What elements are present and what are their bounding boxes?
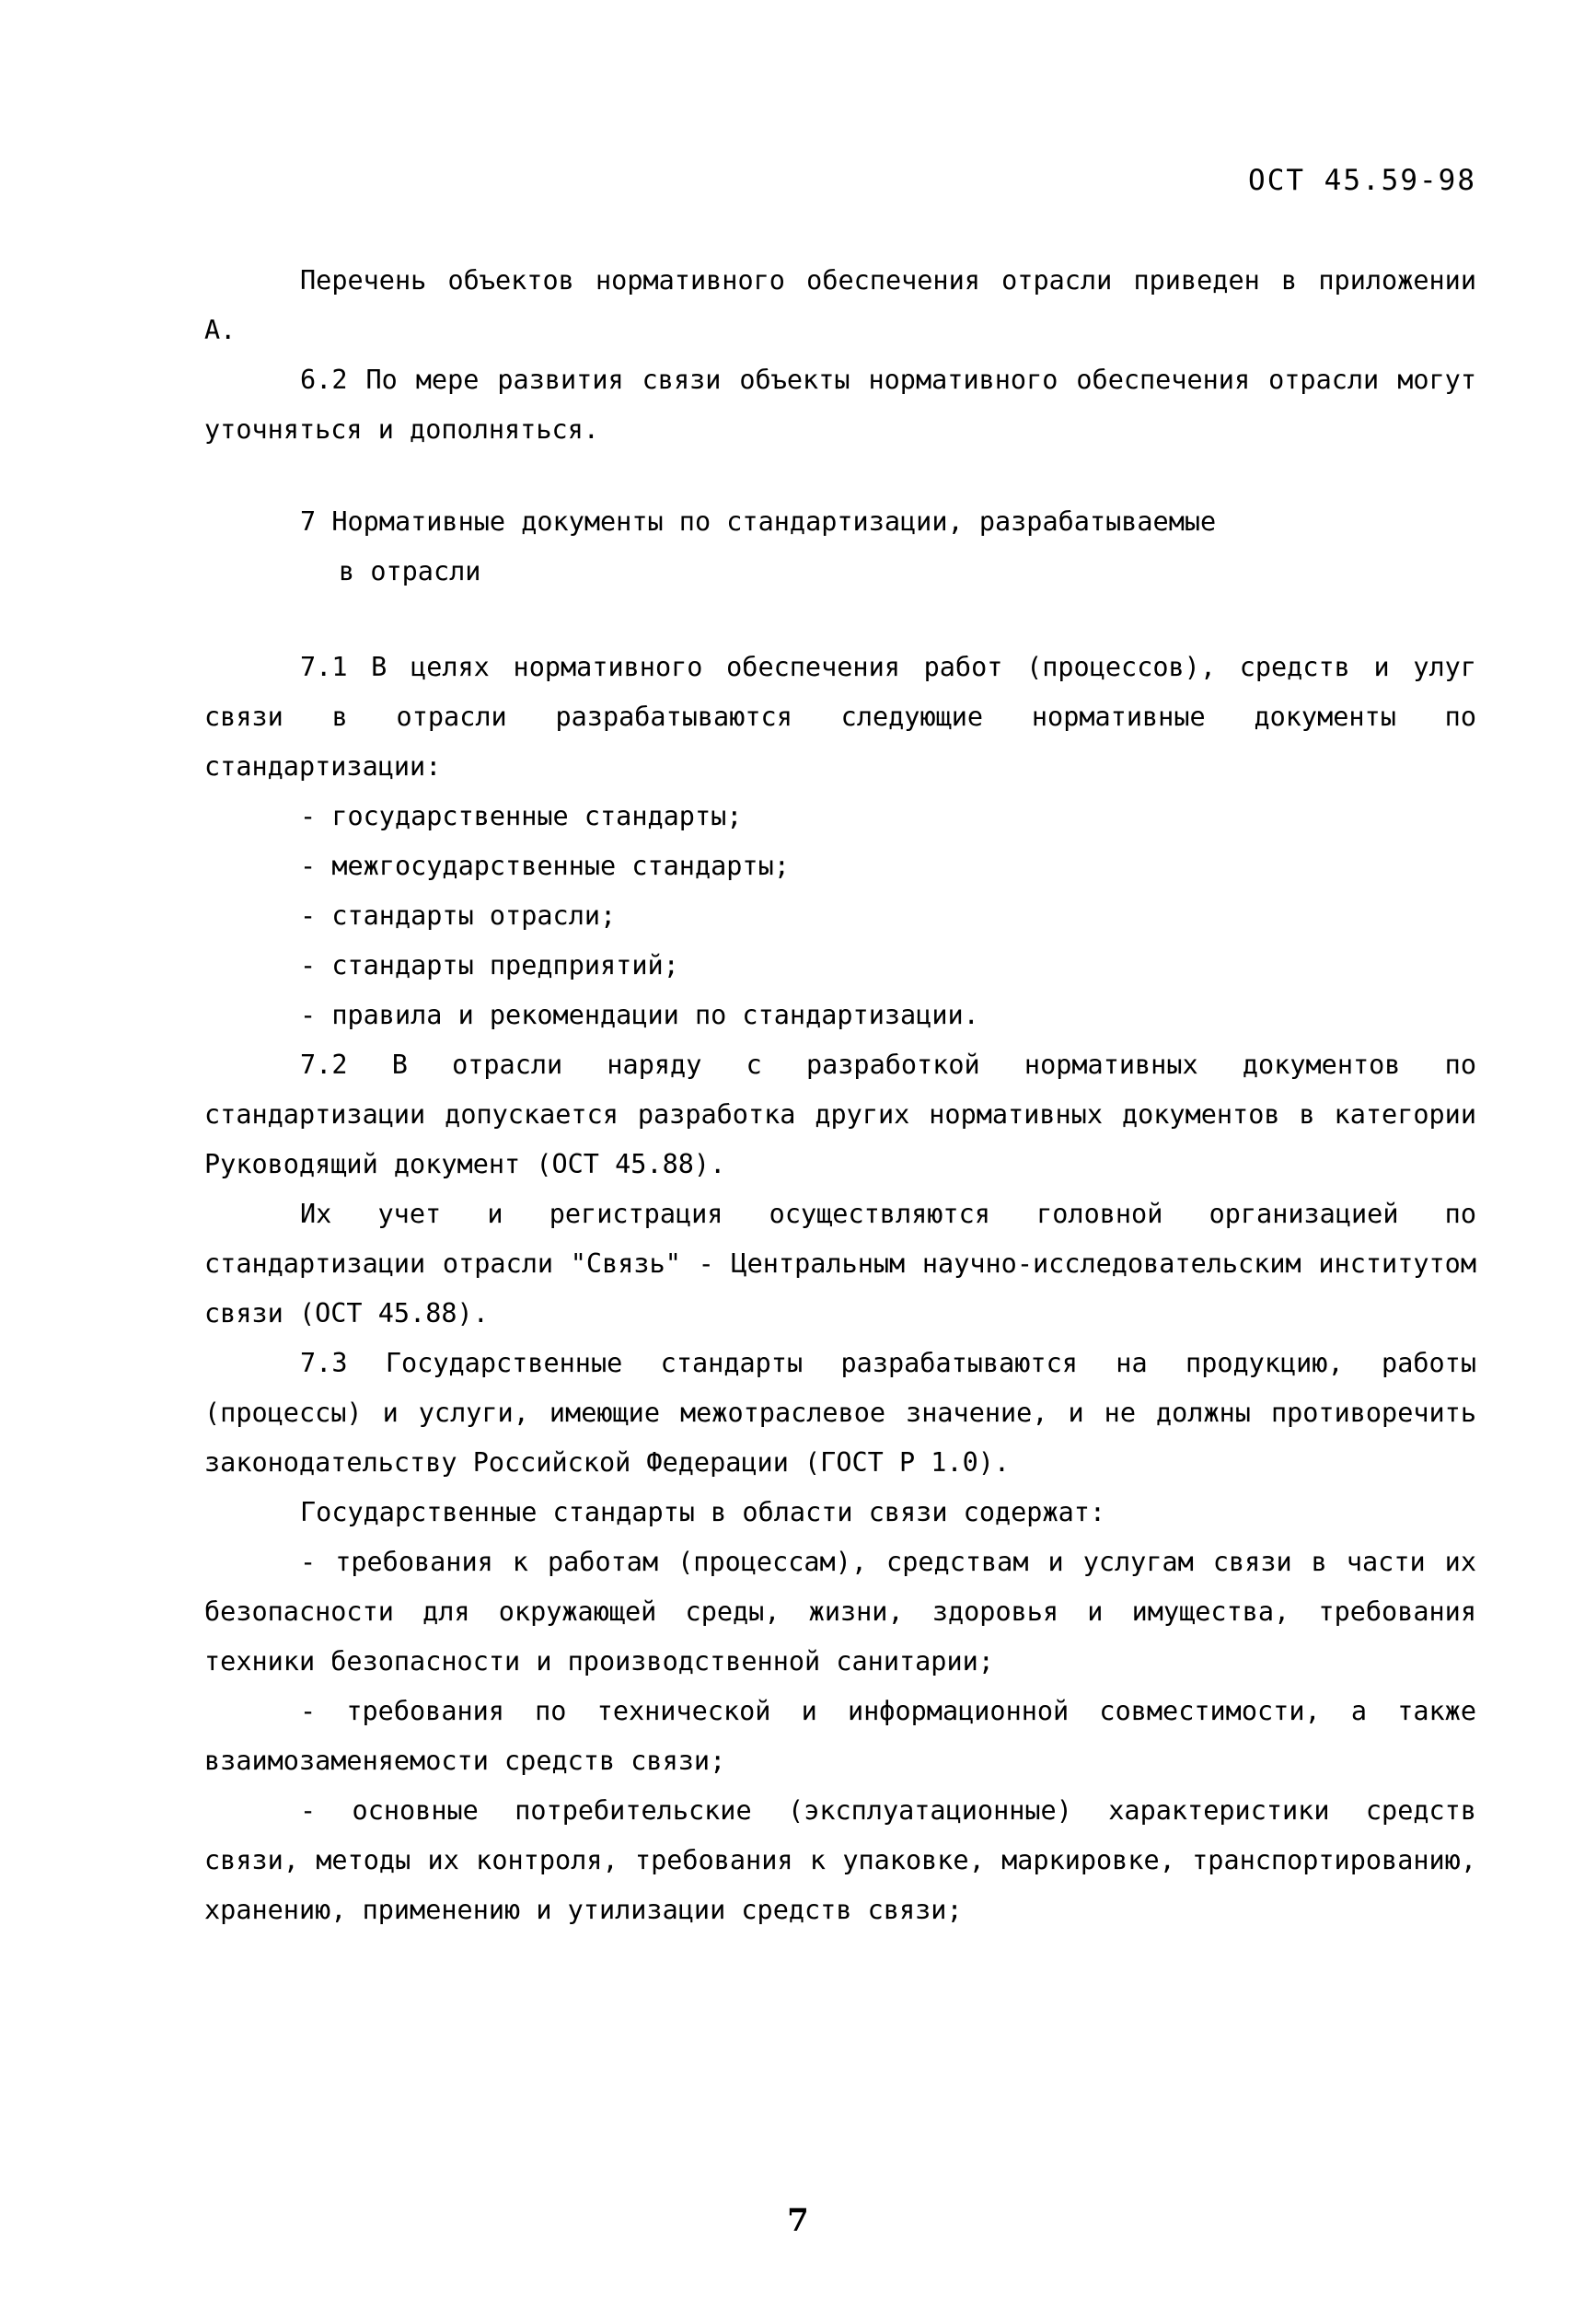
list-item-interstate-standards: - межгосударственные стандарты; (300, 851, 790, 881)
requirement-safety: - требования к работам (процессам), средствам и услугам связи в части их безопасности для окружающей среды, жизни, здоровья и имущества, требования техники безопасности и производственной санитарии; (204, 1547, 1476, 1677)
paragraph-7-2-registration: Их учет и регистрация осуществляются головной организацией по стандартизации отрасли "Связь" - Центральным научно-исследовательским институтом связи (ОСТ 45.88). (204, 1199, 1476, 1329)
page-number: 7 (787, 2202, 809, 2239)
paragraph-7-2: 7.2 В отрасли наряду с разработкой нормативных документов по стандартизации допускается разработка других нормативных документов в категории Руководящий документ (ОСТ 45.88). (204, 1050, 1476, 1179)
requirement-characteristics: - основные потребительские (эксплуатационные) характеристики средств связи, методы их контроля, требования к упаковке, маркировке, транспортированию, хранению, применению и утилизации средств связи; (204, 1795, 1476, 1925)
list-item-rules-recommendations: - правила и рекомендации по стандартизации. (300, 1000, 979, 1030)
document-code: ОСТ 45.59-98 (1248, 164, 1476, 197)
list-item-state-standards: - государственные стандарты; (300, 801, 743, 831)
paragraph-7-3-contents: Государственные стандарты в области связи содержат: (300, 1497, 1106, 1527)
paragraph-7-1: 7.1 В целях нормативного обеспечения работ (процессов), средств и улуг связи в отрасли разрабатываются следующие нормативные документы по стандартизации: (204, 652, 1476, 782)
paragraph-7-3: 7.3 Государственные стандарты разрабатываются на продукцию, работы (процессы) и услуги, имеющие межотраслевое значение, и не должны противоречить законодательству Российской Федерации (ГОСТ Р 1.0). (204, 1348, 1476, 1478)
section-7-title-line2: в отрасли (339, 556, 481, 586)
list-item-industry-standards: - стандарты отрасли; (300, 900, 617, 931)
section-7-heading (204, 497, 1476, 597)
list-item-enterprise-standards: - стандарты предприятий; (300, 950, 679, 980)
paragraph-6-2: 6.2 По мере развития связи объекты нормативного обеспечения отрасли могут уточняться и дополняться. (204, 365, 1476, 445)
requirement-compatibility: - требования по технической и информационной совместимости, а также взаимозаменяемости средств связи; (204, 1696, 1476, 1776)
document-body (204, 256, 1476, 1935)
paragraph-objects-list: Перечень объектов нормативного обеспечения отрасли приведен в приложении А. (204, 265, 1476, 345)
section-7-title-line1: 7 Нормативные документы по стандартизации, разрабатываемые (300, 506, 1217, 537)
